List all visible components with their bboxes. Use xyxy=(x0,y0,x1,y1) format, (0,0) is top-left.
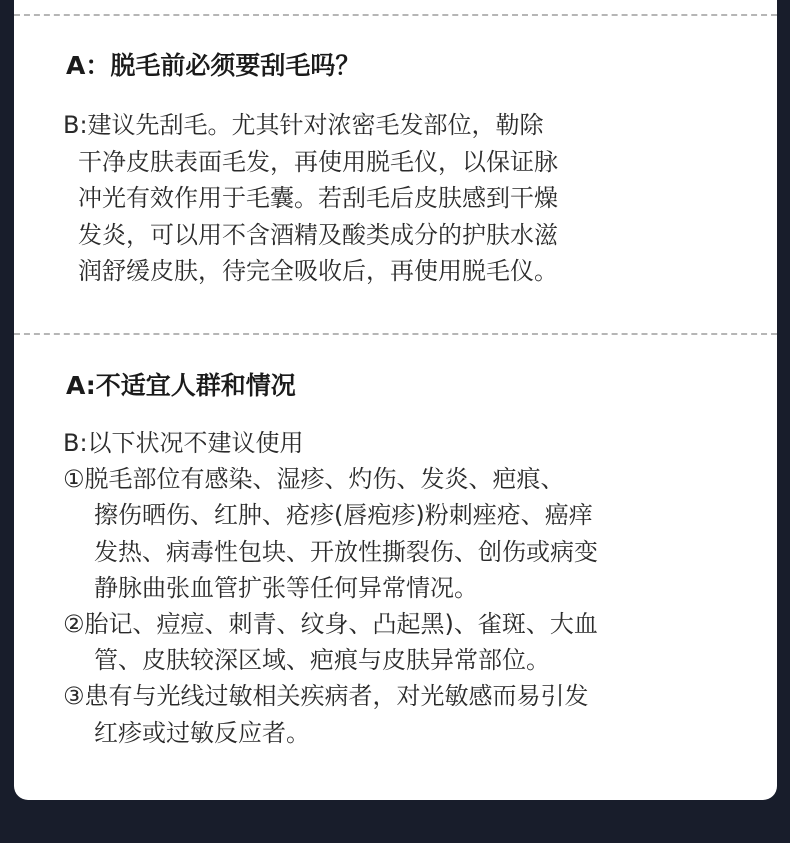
dashed-divider-middle xyxy=(14,333,777,335)
faq-answer-shaving xyxy=(63,107,558,290)
answer-line: 发热、病毒性包块、开放性撕裂伤、创伤或病变 xyxy=(94,537,598,566)
answer-line: 干净皮肤表面毛发，再使用脱毛仪，以保证脉 xyxy=(78,147,558,176)
answer-line: 擦伤晒伤、红肿、疮疹(唇疱疹)粉刺痤疮、癌痒 xyxy=(94,501,593,530)
answer-line: 红疹或过敏反应者。 xyxy=(94,718,310,747)
faq-card xyxy=(14,0,777,800)
answer-item-3: ③患有与光线过敏相关疾病者，对光敏感而易引发 xyxy=(63,682,589,711)
dashed-divider-top xyxy=(14,14,777,16)
answer-line: 静脉曲张血管扩张等任何异常情况。 xyxy=(94,573,478,602)
faq-question-unsuitable: A:不适宜人群和情况 xyxy=(66,371,296,400)
answer-line: 润舒缓皮肤，待完全吸收后，再使用脱毛仪。 xyxy=(78,257,558,285)
answer-line: 发炎，可以用不含酒精及酸类成分的护肤水滋 xyxy=(78,220,558,249)
answer-item-1: ①脱毛部位有感染、湿疹、灼伤、发炎、疤痕、 xyxy=(63,465,565,494)
answer-item-2: ②胎记、痘痘、刺青、纹身、凸起黑)、雀斑、大血 xyxy=(63,609,598,638)
faq-question-shaving: A：脱毛前必须要刮毛吗？ xyxy=(66,51,361,80)
faq-answer-unsuitable xyxy=(63,425,598,751)
answer-line: 管、皮肤较深区域、疤痕与皮肤异常部位。 xyxy=(94,646,550,675)
answer-line: B:以下状况不建议使用 xyxy=(63,429,304,457)
answer-line: B:建议先刮毛。尤其针对浓密毛发部位，勒除 xyxy=(63,111,544,139)
answer-line: 冲光有效作用于毛囊。若刮毛后皮肤感到干燥 xyxy=(78,184,558,212)
